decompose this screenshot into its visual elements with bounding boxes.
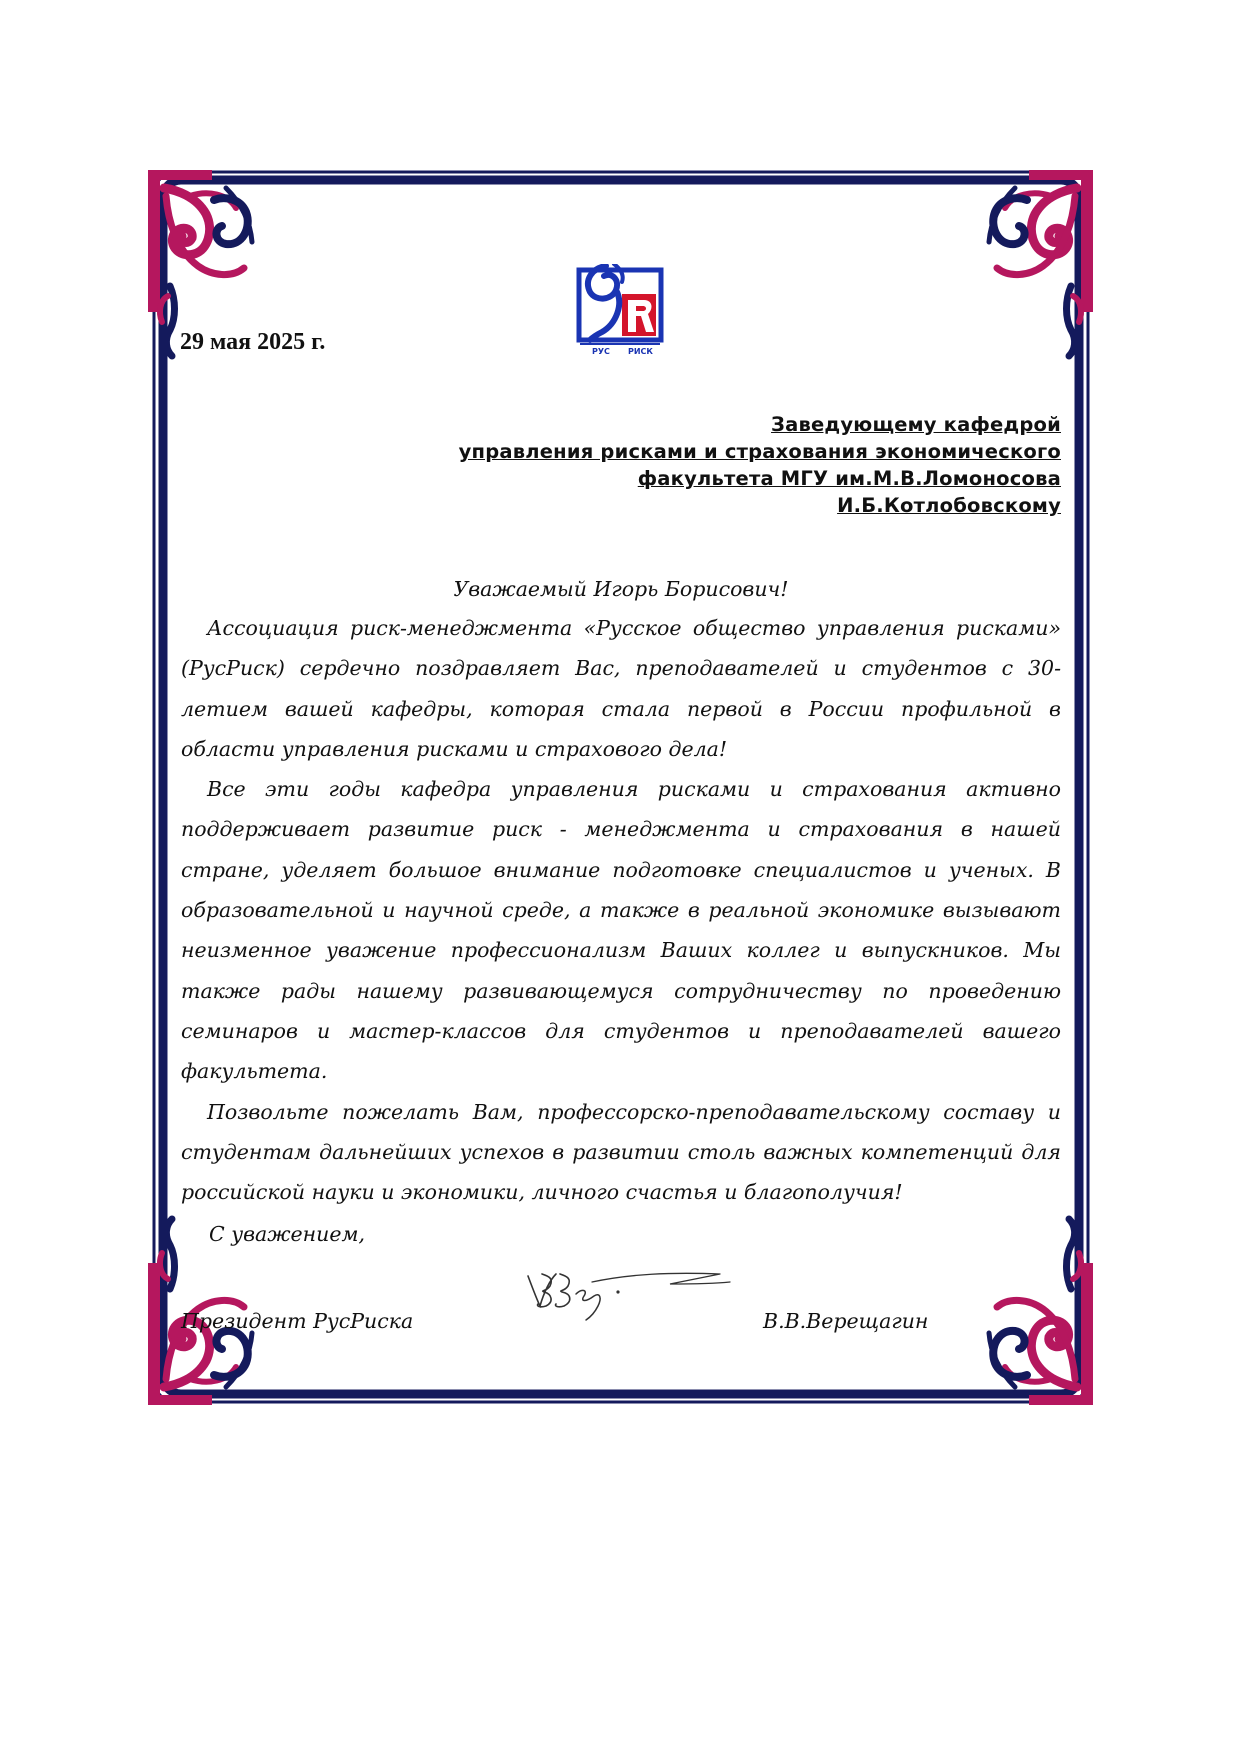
body-paragraph: Позвольте пожелать Вам, профессорско-преподавательскому составу и студентам дальнейших успехов в развитии столь важных компетенций для российской науки и экономики, личного счастья и благополучия!: [181, 1099, 1061, 1205]
signer-position: Президент РусРиска: [181, 1309, 414, 1333]
addressee-line: Заведующему кафедрой: [771, 413, 1061, 436]
letter-body: [181, 608, 1061, 1212]
signer-name: В.В.Верещагин: [763, 1309, 929, 1333]
body-paragraph: Ассоциация риск-менеджмента «Русское общество управления рисками» (РусРиск) сердечно поздравляет Вас, преподавателей и студентов с 30-летием вашей кафедры, которая стала первой в России профильной в области управления рисками и страхового дела!: [181, 616, 1061, 761]
body-paragraph: Все эти годы кафедра управления рисками и страхования активно поддерживает развитие риск - менеджмента и страхования в нашей стране, уделяет большое внимание подготовке специалистов и ученых. В образовательной и научной среде, а также в реальной экономике вызывают неизменное уважение профессионализм Ваших коллег и выпускников. Мы также рады нашему развивающемуся сотрудничеству по проведению семинаров и мастер-классов для студентов и преподавателей вашего факультета.: [181, 777, 1061, 1084]
rusrisk-logo: [576, 264, 664, 356]
greeting: Уважаемый Игорь Борисович!: [453, 577, 789, 601]
logo-caption-right: РИСК: [628, 347, 653, 356]
addressee-line: И.Б.Котлобовскому: [837, 494, 1061, 517]
handwritten-signature-icon: [520, 1262, 740, 1322]
closing-phrase: С уважением,: [209, 1222, 366, 1246]
addressee-block: [261, 411, 1061, 519]
logo-caption-left: РУС: [592, 347, 610, 356]
addressee-line: факультета МГУ им.М.В.Ломоносова: [637, 467, 1061, 490]
letter-date: 29 мая 2025 г.: [180, 329, 326, 355]
addressee-line: управления рисками и страхования экономического: [458, 440, 1061, 463]
